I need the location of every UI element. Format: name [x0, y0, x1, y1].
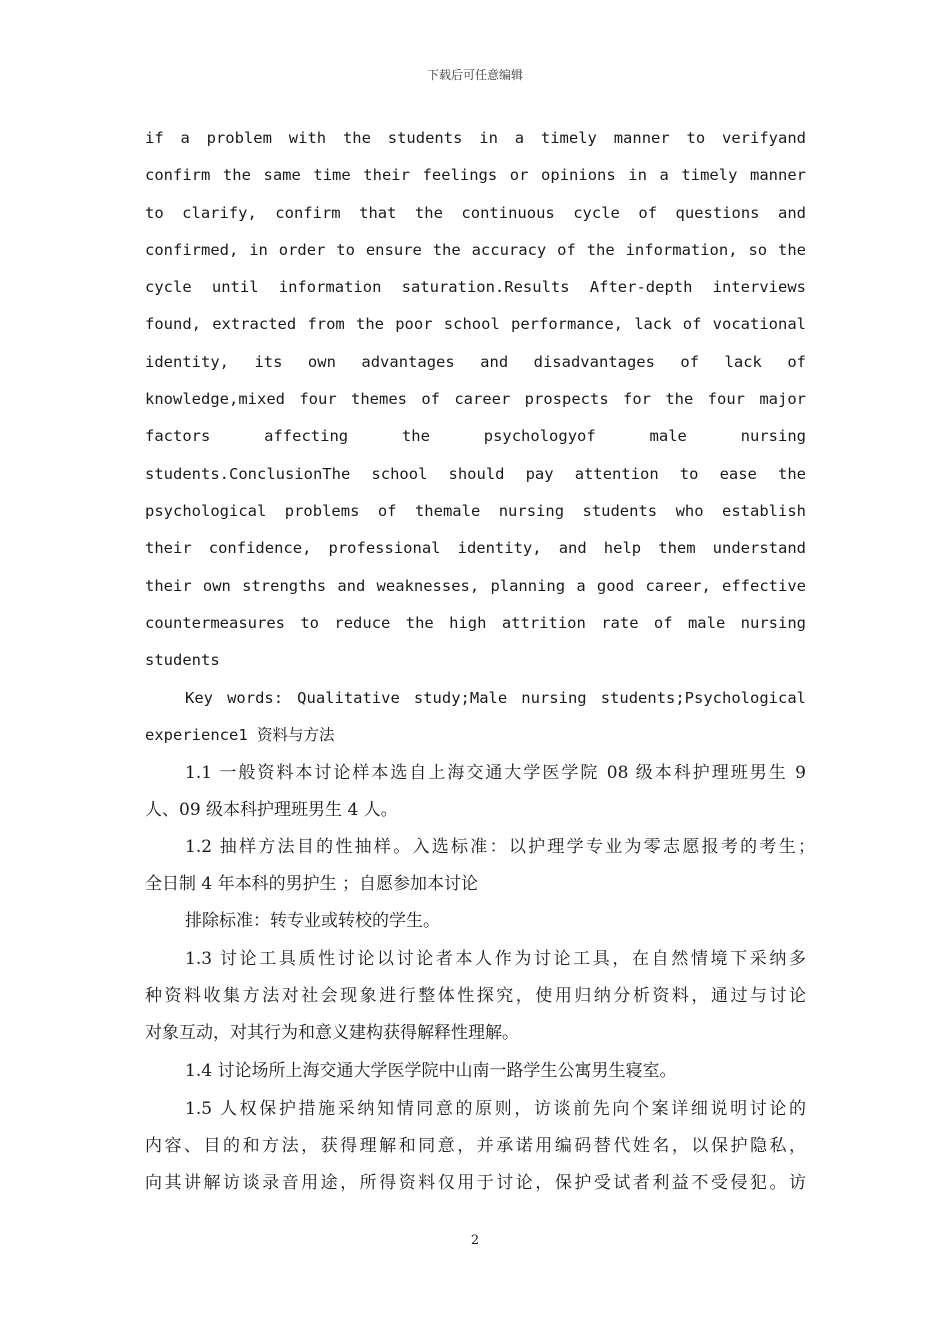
- section-1-5-line: 1.5 人权保护措施采纳知情同意的原则，访谈前先向个案详细说明讨论的: [185, 1099, 806, 1119]
- section-1-4-line: 1.4 讨论场所上海交通大学医学院中山南一路学生公寓男生寝室。: [185, 1061, 677, 1081]
- section-1-1-line: 人、09 级本科护理班男生 4 人。: [145, 800, 398, 820]
- abstract-line: factors affecting the psychologyof male nursing: [145, 427, 806, 445]
- abstract-line: students: [145, 651, 220, 669]
- section-1-2-line: 1.2 抽样方法目的性抽样。入选标准：以护理学专业为零志愿报考的考生；: [185, 837, 815, 857]
- page-number: 2: [470, 1233, 480, 1248]
- abstract-line: students.ConclusionThe school should pay attention to ease the: [145, 465, 806, 483]
- abstract-line: found, extracted from the poor school performance, lack of vocational: [145, 315, 806, 333]
- abstract-line: their own strengths and weaknesses, planning a good career, effective: [145, 577, 806, 595]
- abstract-line: to clarify, confirm that the continuous cycle of questions and: [145, 204, 806, 222]
- section-1-3-line: 种资料收集方法对社会现象进行整体性探究，使用归纳分析资料，通过与讨论: [145, 986, 806, 1006]
- keywords-line: Key words: Qualitative study;Male nursing students;Psychological: [185, 689, 806, 707]
- section-1-3-line: 对象互动，对其行为和意义建构获得解释性理解。: [145, 1023, 519, 1043]
- abstract-line: cycle until information saturation.Results After-depth interviews: [145, 278, 806, 296]
- exclusion-criteria: 排除标准：转专业或转校的学生。: [185, 911, 440, 931]
- section-1-5-line: 内容、目的和方法，获得理解和同意，并承诺用编码替代姓名，以保护隐私，: [145, 1136, 806, 1156]
- section-1-2-line: 全日制 4 年本科的男护生 ；自愿参加本讨论: [145, 874, 479, 894]
- abstract-line: identity, its own advantages and disadvantages of lack of: [145, 353, 806, 371]
- section-1-5-line: 向其讲解访谈录音用途，所得资料仅用于讨论，保护受试者利益不受侵犯。访: [145, 1173, 806, 1193]
- abstract-line: confirm the same time their feelings or opinions in a timely manner: [145, 166, 806, 184]
- abstract-line: psychological problems of themale nursing students who establish: [145, 502, 806, 520]
- page-header: 下载后可任意编辑: [426, 68, 523, 82]
- abstract-line: knowledge,mixed four themes of career prospects for the four major: [145, 390, 806, 408]
- abstract-line: if a problem with the students in a timely manner to verifyand: [145, 129, 806, 147]
- abstract-line: countermeasures to reduce the high attrition rate of male nursing: [145, 614, 806, 632]
- abstract-line: confirmed, in order to ensure the accuracy of the information, so the: [145, 241, 806, 259]
- section-1-3-line: 1.3 讨论工具质性讨论以讨论者本人作为讨论工具，在自然情境下采纳多: [185, 949, 806, 969]
- abstract-line: their confidence, professional identity, and help them understand: [145, 539, 806, 557]
- keywords-line-section-heading: experience1 资料与方法: [145, 726, 335, 744]
- section-1-1-line: 1.1 一般资料本讨论样本选自上海交通大学医学院 08 级本科护理班男生 9: [185, 763, 806, 783]
